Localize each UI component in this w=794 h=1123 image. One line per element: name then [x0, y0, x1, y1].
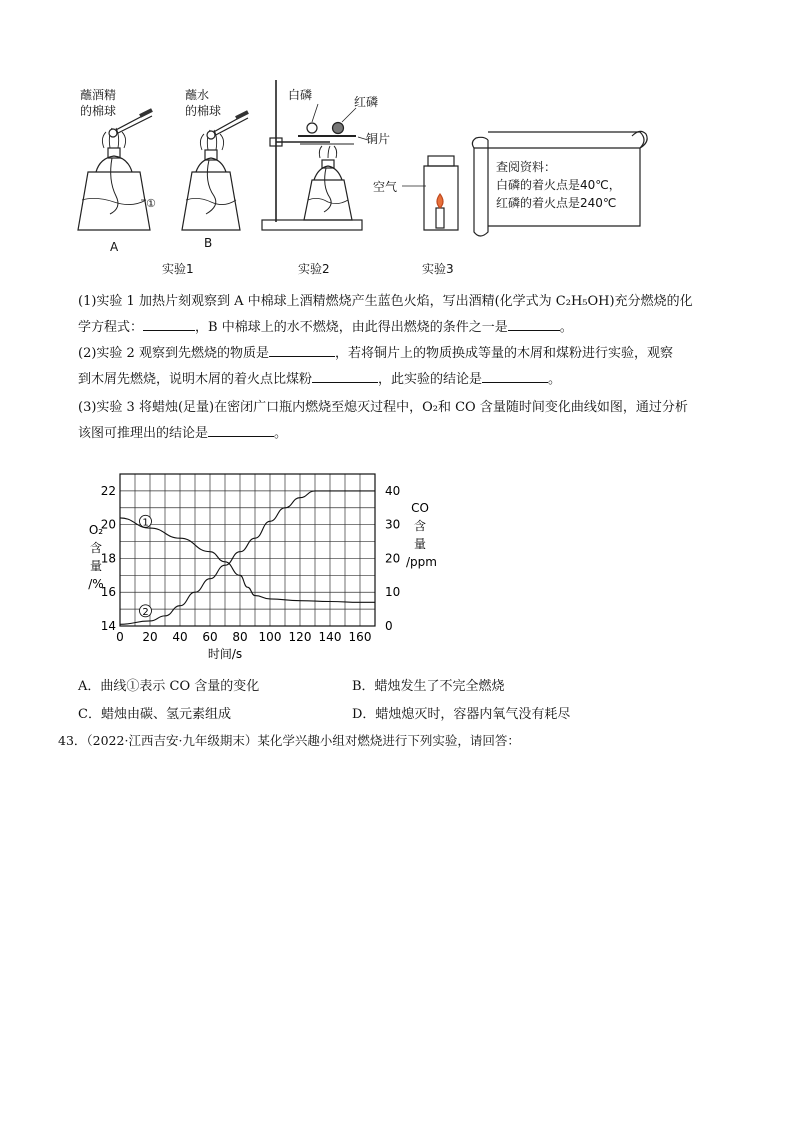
letter-a: A: [110, 240, 119, 254]
answer-blank-ignition-point[interactable]: [312, 368, 378, 383]
q3-line1: (3)实验 3 将蜡烛(足量)在密闭广口瓶内燃烧至熄灭过程中，O₂和 CO 含量随时间变化曲线如图，通过分析: [78, 400, 688, 415]
q2-line1: [78, 341, 728, 367]
x-axis-label: 时间/s: [207, 647, 243, 661]
scroll-line2: 红磷的着火点是240℃: [496, 196, 617, 210]
alcohol-lamp-c: [304, 146, 352, 220]
q2-text-e: 。: [548, 372, 562, 387]
circle-one-marker: ①: [146, 197, 156, 210]
series-marker-2-label: 2: [142, 606, 149, 618]
series-marker-1-label: 1: [142, 517, 149, 529]
q2-line2: [78, 367, 728, 393]
q1-text-b: ，B 中棉球上的水不燃烧，由此得出燃烧的条件之一是: [195, 320, 508, 335]
q1-text-a: 学方程式：: [78, 320, 144, 335]
chart-svg: [70, 458, 470, 670]
q2-text-c: 到木屑先燃烧，说明木屑的着火点比煤粉: [78, 372, 313, 387]
right-axis-label: 含: [413, 519, 427, 533]
sealed-bottle: [402, 156, 458, 230]
tongs-a: [109, 110, 152, 137]
q2-text-d: ，此实验的结论是: [378, 372, 483, 387]
answer-blank-equation[interactable]: [143, 316, 195, 331]
option-d[interactable]: D．蜡烛熄灭时，容器内氧气没有耗尽: [352, 707, 571, 722]
right-tick-label: 40: [385, 483, 401, 498]
left-axis-label: 含: [89, 541, 103, 555]
q3-text-b: 。: [274, 426, 288, 441]
label-b-line1: 蘸水: [185, 88, 210, 102]
right-axis-label: /ppm: [406, 555, 437, 569]
left-axis-label: 量: [89, 559, 103, 573]
left-axis-label: /%: [88, 577, 104, 591]
next-question-header: 43．（2022·江西吉安·九年级期末）某化学兴趣小组对燃烧进行下列实验，请回答：: [58, 733, 520, 748]
label-air: 空气: [373, 180, 398, 194]
info-scroll: [472, 131, 647, 236]
left-tick-label: 20: [100, 517, 116, 532]
scroll-title: 查阅资料：: [496, 160, 557, 174]
left-tick-label: 18: [100, 551, 116, 566]
label-a-line2: 的棉球: [80, 104, 117, 118]
left-tick-label: 16: [100, 585, 116, 600]
x-tick-label: 140: [318, 630, 342, 644]
answer-blank-inference[interactable]: [208, 422, 274, 437]
q2-text-a: (2)实验 2 观察到先燃烧的物质是: [78, 346, 269, 361]
tongs-b: [207, 112, 248, 139]
plot-frame: [120, 474, 375, 626]
label-a-line1: 蘸酒精: [80, 88, 117, 102]
x-tick-label: 100: [258, 630, 282, 644]
caption-exp1: 实验1: [162, 262, 194, 276]
x-tick-label: 40: [172, 630, 188, 644]
x-tick-label: 0: [116, 630, 124, 644]
answer-blank-condition[interactable]: [508, 316, 560, 331]
right-tick-label: 30: [385, 517, 401, 532]
scroll-line1: 白磷的着火点是40℃，: [496, 178, 621, 192]
series-line-2: [120, 491, 375, 624]
option-b[interactable]: B．蜡烛发生了不完全燃烧: [352, 679, 505, 694]
q1-line2: [78, 315, 728, 341]
series-line-1: [120, 518, 375, 602]
right-axis-label: CO: [411, 501, 429, 515]
q1-text-c: 。: [559, 320, 573, 335]
caption-exp2: 实验2: [298, 262, 330, 276]
alcohol-lamp-b: [182, 130, 240, 230]
iron-stand: [262, 80, 362, 230]
answer-blank-first-burn[interactable]: [269, 342, 335, 357]
answer-blank-conclusion[interactable]: [482, 368, 548, 383]
x-tick-label: 160: [348, 630, 372, 644]
right-tick-label: 20: [385, 551, 401, 566]
alcohol-lamp-a: [78, 128, 150, 230]
label-red-phosphorus: 红磷: [354, 95, 379, 109]
apparatus-drawing: [0, 0, 794, 280]
left-tick-label: 14: [100, 619, 116, 633]
option-a[interactable]: A．曲线①表示 CO 含量的变化: [78, 679, 260, 694]
x-tick-label: 80: [232, 630, 248, 644]
letter-b: B: [204, 236, 213, 250]
option-c[interactable]: C．蜡烛由碳、氢元素组成: [78, 707, 231, 722]
label-copper: 铜片: [366, 132, 391, 146]
left-tick-label: 22: [100, 483, 116, 498]
x-tick-label: 120: [288, 630, 312, 644]
q3-line2: [78, 421, 728, 447]
left-axis-label: O₂: [88, 523, 104, 537]
x-tick-label: 20: [142, 630, 158, 644]
label-white-phosphorus: 白磷: [288, 88, 313, 102]
phosphorus-pieces: [307, 104, 368, 140]
caption-exp3: 实验3: [422, 262, 454, 276]
x-tick-label: 60: [202, 630, 218, 644]
q3-text-a: 该图可推理出的结论是: [78, 426, 209, 441]
right-tick-label: 10: [385, 585, 401, 600]
right-axis-label: 量: [413, 537, 427, 551]
label-b-line2: 的棉球: [185, 104, 222, 118]
q2-text-b: ，若将铜片上的物质换成等量的木屑和煤粉进行实验，观察: [334, 346, 673, 361]
right-tick-label: 0: [385, 619, 393, 633]
q1-line1: (1)实验 1 加热片刻观察到 A 中棉球上酒精燃烧产生蓝色火焰，写出酒精(化学式为 C₂H₅OH)充分燃烧的化: [78, 294, 693, 309]
